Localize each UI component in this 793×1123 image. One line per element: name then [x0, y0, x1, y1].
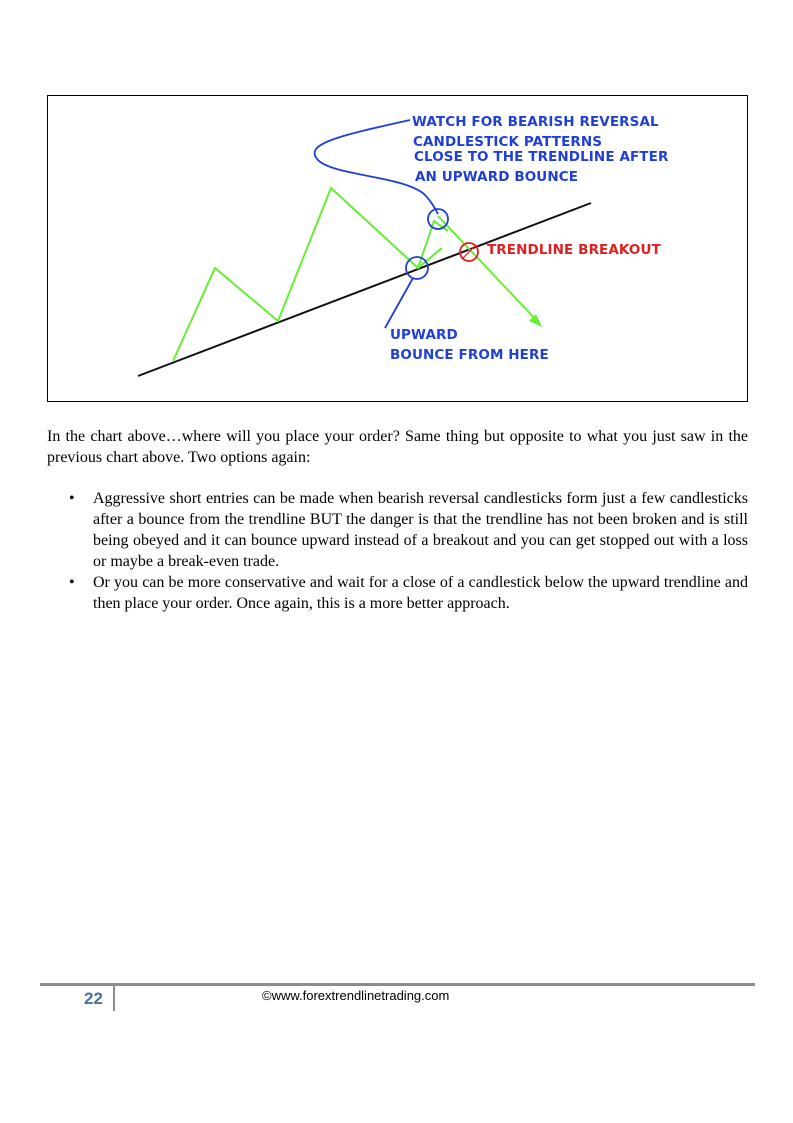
- list-item: [47, 488, 748, 572]
- watch-annotation-line3: CLOSE TO THE TRENDLINE AFTER: [414, 149, 669, 165]
- breakdown-path: [438, 216, 540, 324]
- intro-paragraph: In the chart above…where will you place your order? Same thing but opposite to what you just saw in the previous chart above. Two options again:: [47, 428, 748, 466]
- breakdown-arrowhead: [529, 314, 542, 327]
- footer-copyright: ©www.forextrendlinetrading.com: [262, 988, 450, 1003]
- watch-annotation-line4: AN UPWARD BOUNCE: [415, 169, 579, 185]
- reversal-circle: [428, 209, 448, 229]
- bounce-label-line2: BOUNCE FROM HERE: [390, 347, 549, 363]
- watch-annotation-line1: WATCH FOR BEARISH REVERSAL: [412, 114, 659, 130]
- breakout-label: TRENDLINE BREAKOUT: [487, 242, 661, 258]
- bounce-pointer: [385, 278, 413, 328]
- list-item: [47, 572, 748, 614]
- options-list: [47, 488, 748, 614]
- bullet-icon: •: [69, 574, 75, 591]
- trendline-diagram: [47, 95, 748, 402]
- footer-separator: [113, 986, 115, 1011]
- bounce-label-line1: UPWARD: [390, 327, 458, 343]
- bullet-text: Or you can be more conservative and wait for a close of a candlestick below the upward trendline and then place your order. Once again, this is a more better approach.: [93, 574, 748, 612]
- watch-annotation-line2: CANDLESTICK PATTERNS: [413, 134, 603, 150]
- page-number: 22: [84, 989, 103, 1008]
- footer-rule: [40, 983, 755, 986]
- bullet-icon: •: [69, 490, 75, 507]
- bullet-text: Aggressive short entries can be made when bearish reversal candlesticks form just a few candlesticks after a bounce from the trendline BUT the danger is that the trendline has not been broken and is still being obeyed and it can bounce upward instead of a breakout and you can get stopped out with a loss or maybe a break-even trade.: [93, 490, 748, 570]
